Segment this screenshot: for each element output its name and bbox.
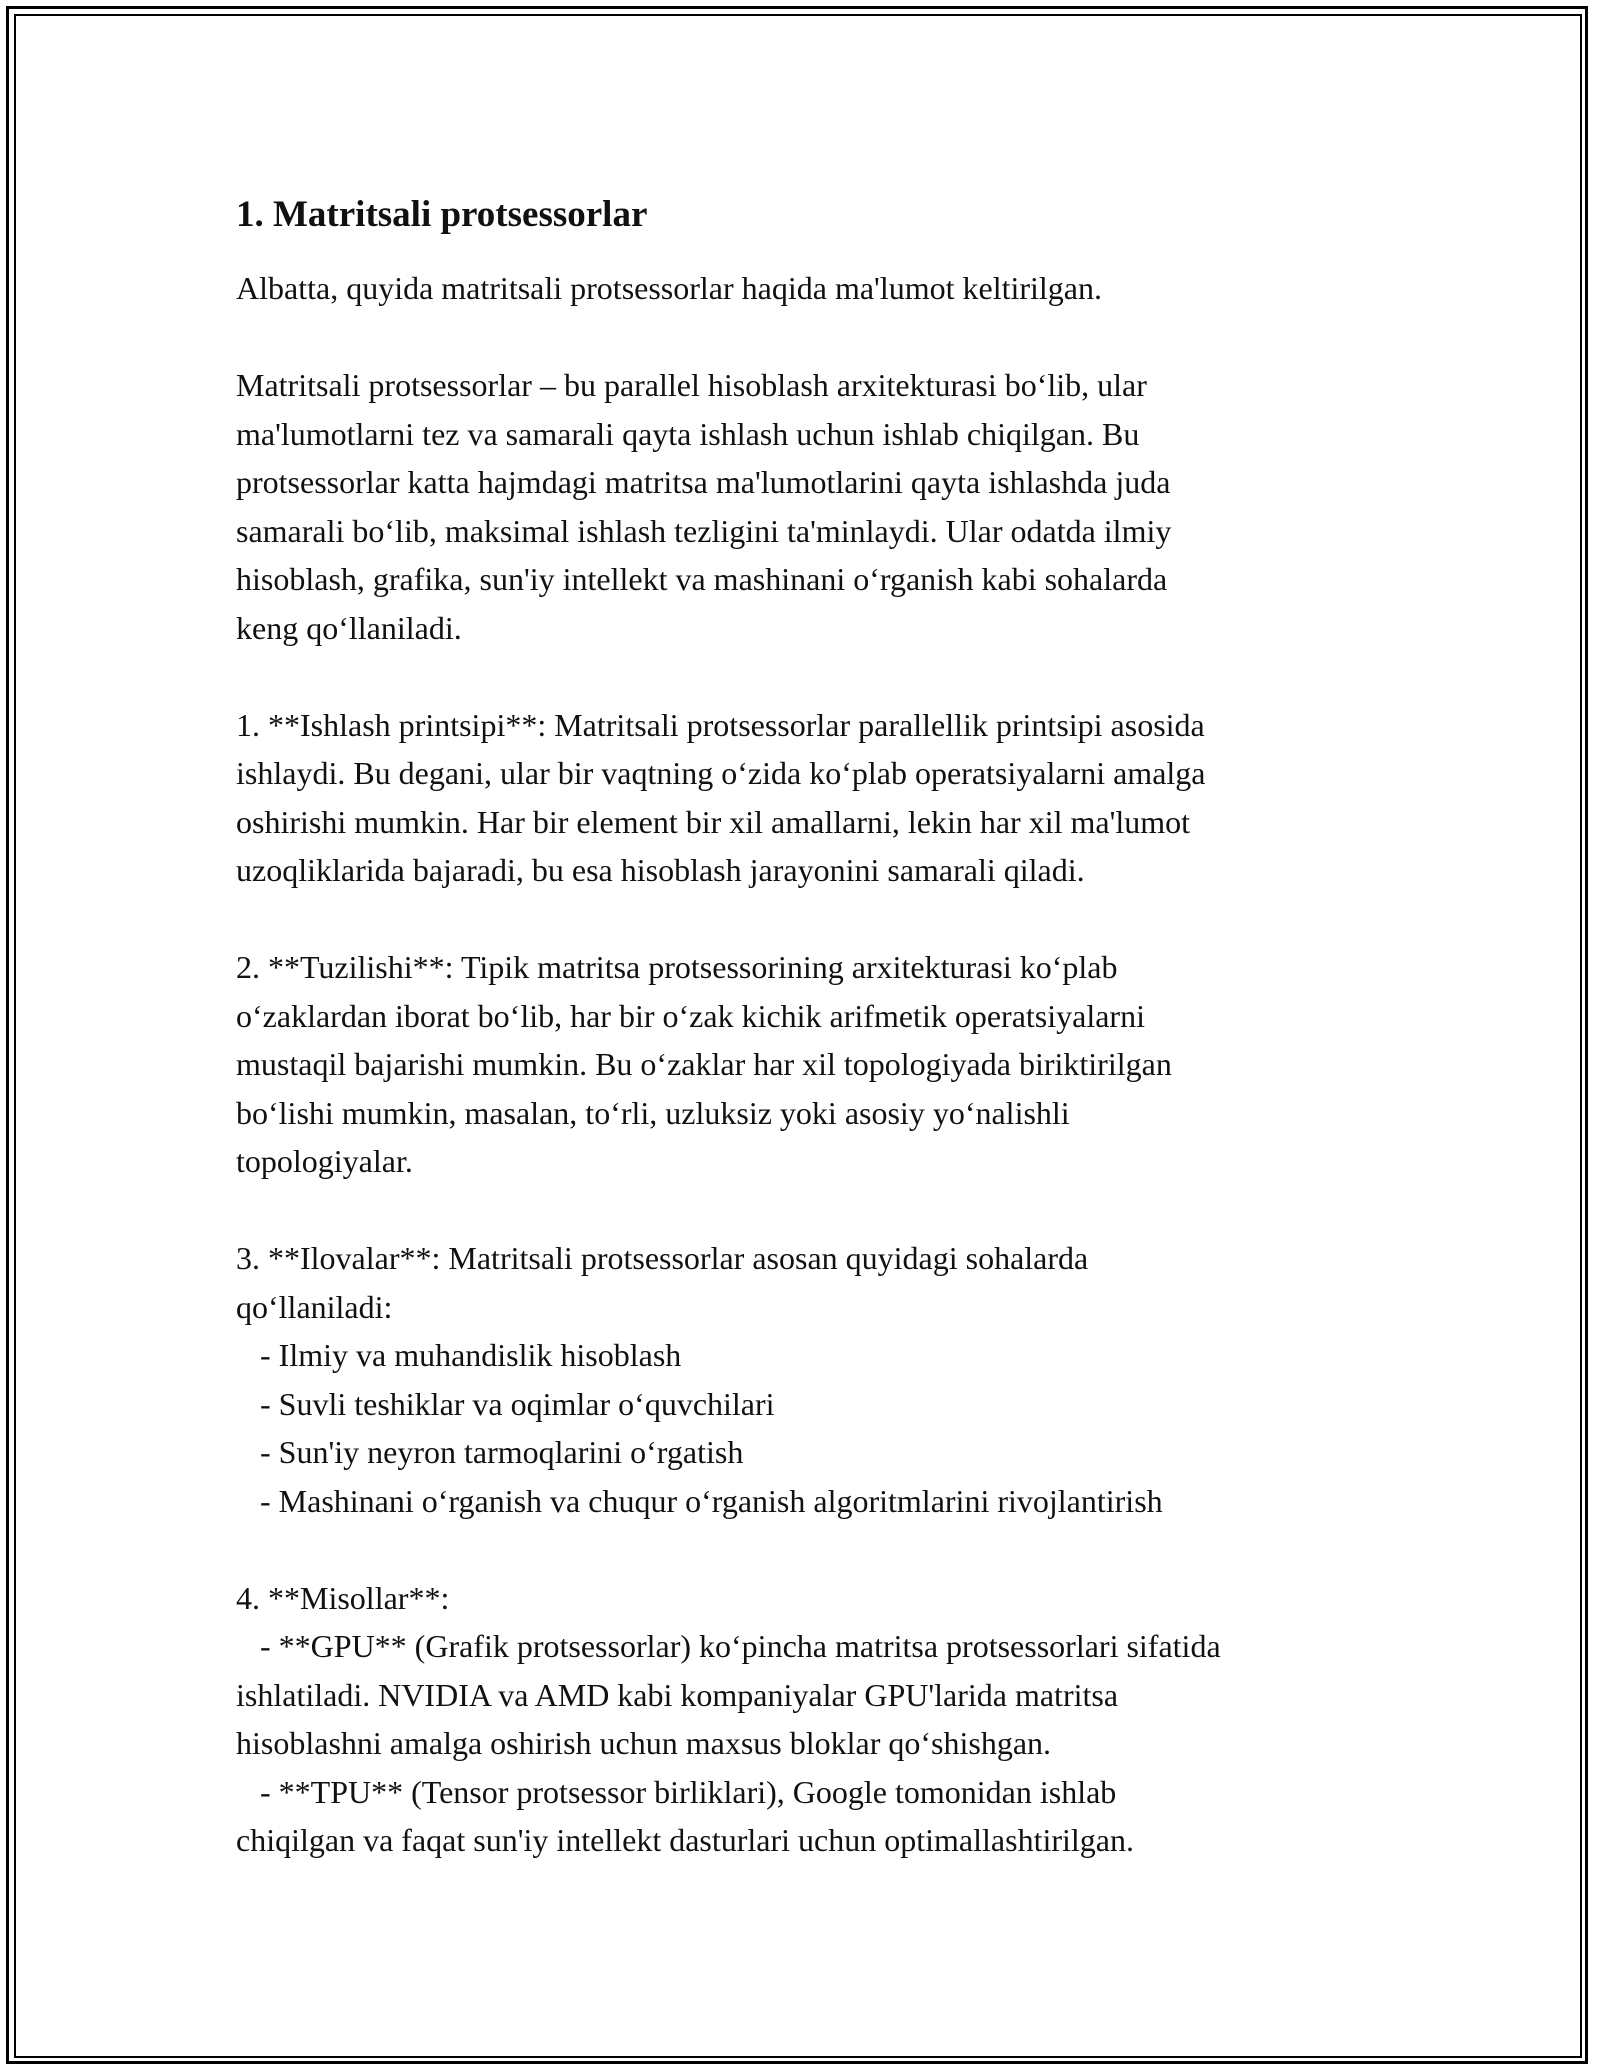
section-line: 4. **Misollar**: [236,1579,450,1616]
section-line: ishlaydi. Bu degani, ular bir vaqtning o‘zida ko‘plab operatsiyalarni amalga [236,755,1206,791]
section-line: 1. **Ishlash printsipi**: Matritsali protsessorlar parallellik printsipi asosida [236,706,1205,743]
section-working-principle [236,701,1386,895]
section-line: bo‘lishi mumkin, masalan, to‘rli, uzluksiz yoki asosiy yo‘nalishli [236,1094,1070,1131]
section-applications [236,1234,1386,1525]
list-item: - Ilmiy va muhandislik hisoblash [236,1337,682,1373]
section-examples [236,1574,1386,1865]
list-item: - Mashinani o‘rganish va chuqur o‘rganish algoritmlarini rivojlantirish [236,1482,1163,1519]
section-line: hisoblashni amalga oshirish uchun maxsus bloklar qo‘shishgan. [236,1725,1052,1761]
list-item: - **GPU** (Grafik protsessorlar) ko‘pincha matritsa protsessorlari sifatida [236,1628,1221,1664]
section-structure [236,943,1386,1186]
list-item: - Sun'iy neyron tarmoqlarini o‘rgatish [236,1434,744,1470]
section-line: o‘zaklardan iborat bo‘lib, har bir o‘zak kichik arifmetik operatsiyalarni [236,997,1145,1034]
section-line: topologiyalar. [236,1143,413,1179]
document-title: 1. Matritsali protsessorlar [236,194,648,235]
section-line: 3. **Ilovalar**: Matritsali protsessorlar asosan quyidagi sohalarda [236,1240,1089,1276]
section-line: qo‘llaniladi: [236,1288,393,1325]
description-line: ma'lumotlarni tez va samarali qayta ishlash uchun ishlab chiqilgan. Bu [236,415,1140,452]
document-body [236,188,1386,1865]
list-item: - Suvli teshiklar va oqimlar o‘quvchilari [236,1385,775,1422]
description-line: Matritsali protsessorlar – bu parallel hisoblash arxitekturasi bo‘lib, ular [236,367,1147,403]
section-line: uzoqliklarida bajaradi, bu esa hisoblash jarayonini samarali qiladi. [236,852,1085,888]
description-line: hisoblash, grafika, sun'iy intellekt va mashinani o‘rganish kabi sohalarda [236,561,1168,597]
intro-paragraph [236,264,1386,313]
section-line: chiqilgan va faqat sun'iy intellekt dasturlari uchun optimallashtirilgan. [236,1822,1134,1858]
description-line: protsessorlar katta hajmdagi matritsa ma'lumotlarini qayta ishlashda juda [236,464,1171,500]
section-line: mustaqil bajarishi mumkin. Bu o‘zaklar har xil topologiyada biriktirilgan [236,1046,1172,1082]
description-line: samarali bo‘lib, maksimal ishlash tezligini ta'minlaydi. Ular odatda ilmiy [236,512,1172,549]
description-paragraph [236,361,1386,652]
intro-line: Albatta, quyida matritsali protsessorlar haqida ma'lumot keltirilgan. [236,270,1102,306]
section-line: oshirishi mumkin. Har bir element bir xil amallarni, lekin har xil ma'lumot [236,803,1191,840]
section-line: ishlatiladi. NVIDIA va AMD kabi kompaniyalar GPU'larida matritsa [236,1676,1119,1713]
description-line: keng qo‘llaniladi. [236,609,462,646]
list-item: - **TPU** (Tensor protsessor birliklari), Google tomonidan ishlab [236,1773,1117,1810]
section-line: 2. **Tuzilishi**: Tipik matritsa protsessorining arxitekturasi ko‘plab [236,949,1118,985]
